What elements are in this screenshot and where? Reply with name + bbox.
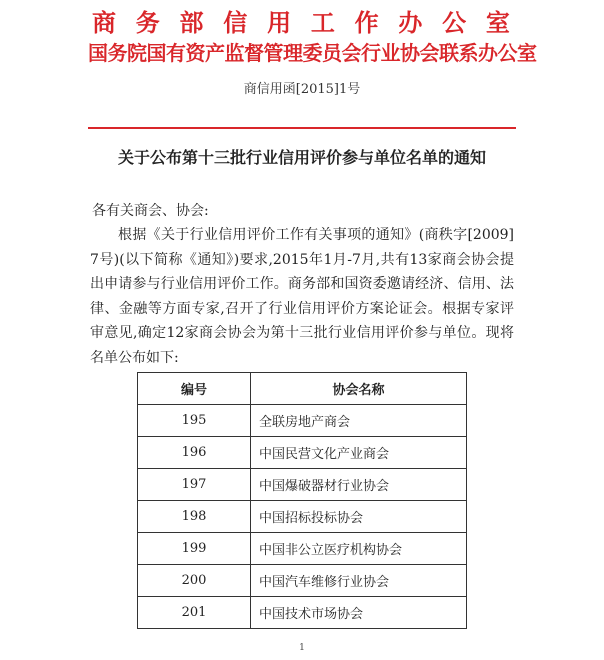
table-row: [138, 533, 467, 565]
issuer-char: 商: [92, 8, 116, 37]
table-row: [138, 597, 467, 629]
table-row: [138, 565, 467, 597]
issuer-char: 用: [267, 8, 292, 37]
issuer-name-line1: [92, 10, 510, 36]
row-name: 中国招标投标协会: [251, 501, 467, 533]
row-name: 中国爆破器材行业协会: [251, 469, 467, 501]
table-row: [138, 469, 467, 501]
row-number: 201: [138, 597, 251, 629]
column-header-number: 编号: [138, 373, 251, 405]
row-name: 中国汽车维修行业协会: [251, 565, 467, 597]
page-number: 1: [299, 643, 305, 653]
row-number: 198: [138, 501, 251, 533]
issuer-char: 公: [442, 8, 467, 37]
row-name: 中国民营文化产业商会: [251, 437, 467, 469]
table-row: [138, 405, 467, 437]
body-paragraph: 根据《关于行业信用评价工作有关事项的通知》(商秩字[2009]7号)(以下简称《通知》)要求,2015年1月-7月,共有13家商会协会提出申请参与行业信用评价工作。商务部和国资委邀请经济、信用、法律、金融等方面专家,召开了行业信用评价方案论证会。根据专家评审意见,确定12家商会协会为第十三批行业信用评价参与单位。现将名单公布如下:: [90, 227, 514, 366]
issuer-char: 部: [179, 8, 204, 37]
issuer-char: 办: [398, 8, 423, 37]
issuer-name-line2: 国务院国有资产监督管理委员会行业协会联系办公室: [88, 41, 537, 65]
issuer-char: 工: [310, 8, 335, 37]
header-divider: [88, 127, 516, 129]
document-title: 关于公布第十三批行业信用评价参与单位名单的通知: [117, 148, 486, 167]
row-number: 197: [138, 469, 251, 501]
row-name: 中国非公立医疗机构协会: [251, 533, 467, 565]
row-number: 200: [138, 565, 251, 597]
row-number: 195: [138, 405, 251, 437]
table-row: [138, 501, 467, 533]
row-number: 196: [138, 437, 251, 469]
salutation: 各有关商会、协会:: [92, 203, 209, 219]
row-name: 全联房地产商会: [251, 405, 467, 437]
row-number: 199: [138, 533, 251, 565]
member-table: [137, 372, 467, 629]
issuer-char: 室: [485, 8, 510, 37]
table-row: [138, 437, 467, 469]
document-number: 商信用函[2015]1号: [243, 82, 361, 97]
issuer-char: 务: [135, 8, 160, 37]
table-header-row: [138, 373, 467, 405]
column-header-name: 协会名称: [251, 373, 467, 405]
row-name: 中国技术市场协会: [251, 597, 467, 629]
issuer-char: 作: [354, 8, 379, 37]
issuer-char: 信: [223, 8, 248, 37]
